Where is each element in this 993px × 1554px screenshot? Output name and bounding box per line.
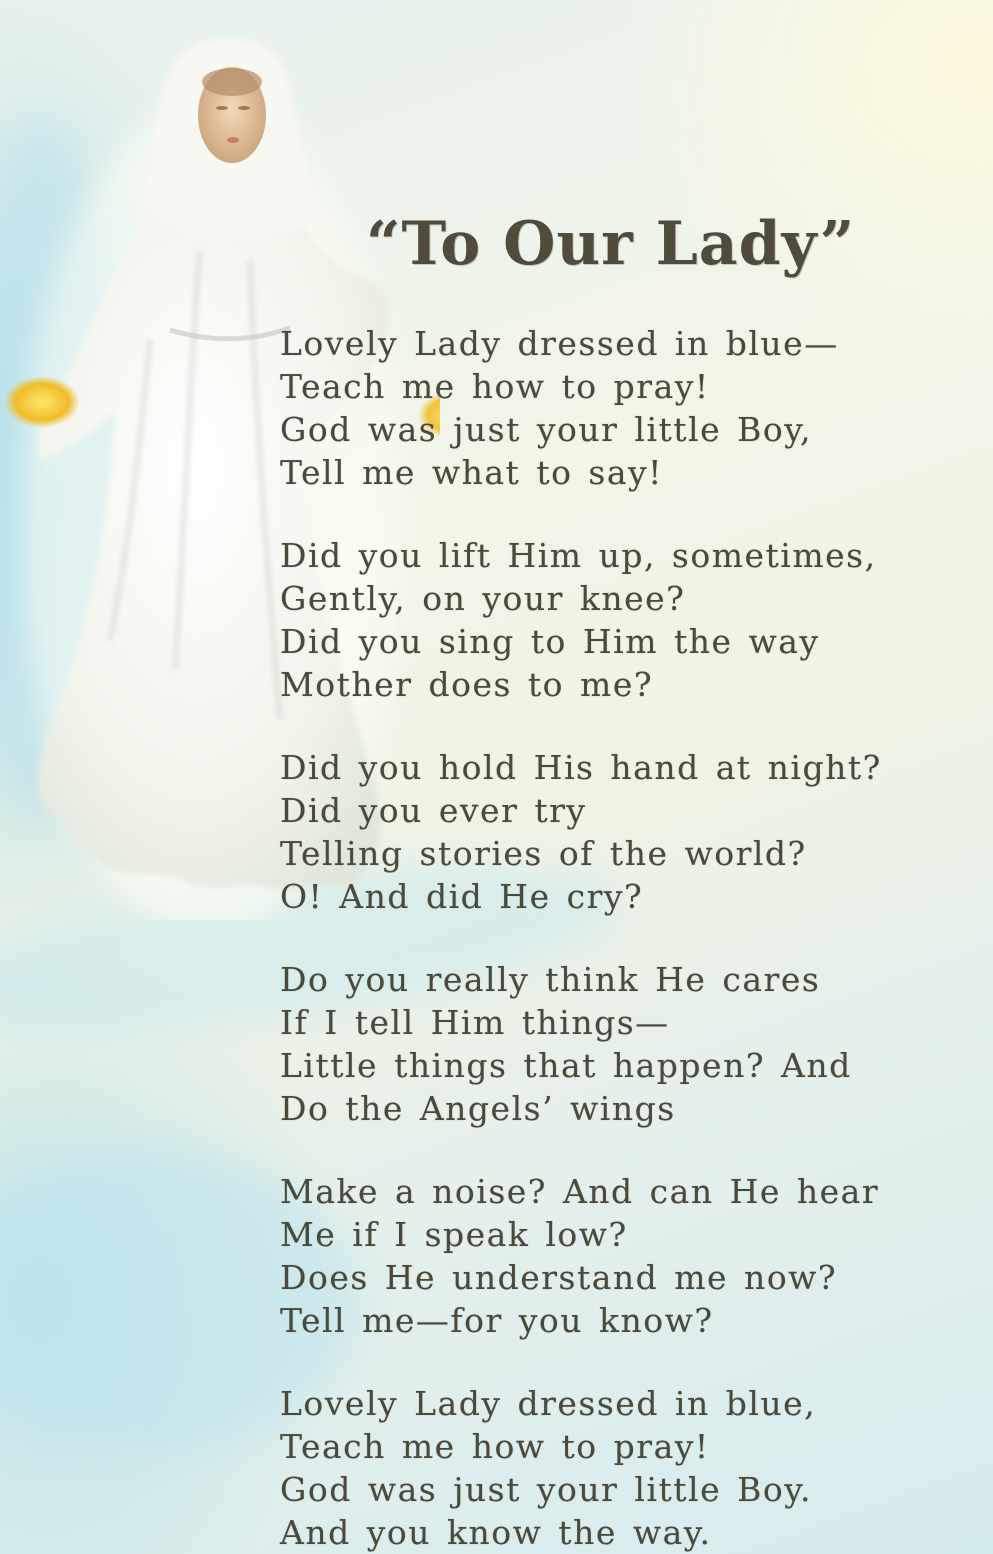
poem-line: Teach me how to pray! xyxy=(280,367,710,406)
stanza xyxy=(280,322,960,494)
poem-line: Make a noise? And can He hear xyxy=(280,1172,880,1211)
stanza xyxy=(280,534,960,706)
poem-line: Telling stories of the world? xyxy=(280,834,807,873)
poem-line: God was just your little Boy. xyxy=(280,1470,812,1509)
poem-line: Do the Angels’ wings xyxy=(280,1089,676,1128)
poem-line: Tell me—for you know? xyxy=(280,1301,714,1340)
poem-line: If I tell Him things— xyxy=(280,1003,670,1042)
stanza xyxy=(280,746,960,918)
poem-line: Do you really think He cares xyxy=(280,960,821,999)
poem-line: Mother does to me? xyxy=(280,665,654,704)
poem-line: Little things that happen? And xyxy=(280,1046,852,1085)
stanza xyxy=(280,1170,960,1342)
poem-line: And you know the way. xyxy=(280,1513,712,1552)
poem-title: “To Our Lady” xyxy=(366,209,856,279)
poem-line: Does He understand me now? xyxy=(280,1258,838,1297)
poem-line: God was just your little Boy, xyxy=(280,410,812,449)
poem-line: Did you ever try xyxy=(280,791,587,830)
poem-line: Lovely Lady dressed in blue— xyxy=(280,324,839,363)
poem-line: Did you hold His hand at night? xyxy=(280,748,882,787)
poem-line: Me if I speak low? xyxy=(280,1215,628,1254)
stanza xyxy=(280,1382,960,1554)
poem-line: Lovely Lady dressed in blue, xyxy=(280,1384,817,1423)
poem-line: Teach me how to pray! xyxy=(280,1427,710,1466)
poem-line: Tell me what to say! xyxy=(280,453,663,492)
poem-line: Did you sing to Him the way xyxy=(280,622,820,661)
poem-line: Gently, on your knee? xyxy=(280,579,686,618)
poem-body xyxy=(280,322,960,1554)
poem-line: O! And did He cry? xyxy=(280,877,644,916)
hand-glow-left xyxy=(4,376,80,428)
poem-line: Did you lift Him up, sometimes, xyxy=(280,536,877,575)
stanza xyxy=(280,958,960,1130)
